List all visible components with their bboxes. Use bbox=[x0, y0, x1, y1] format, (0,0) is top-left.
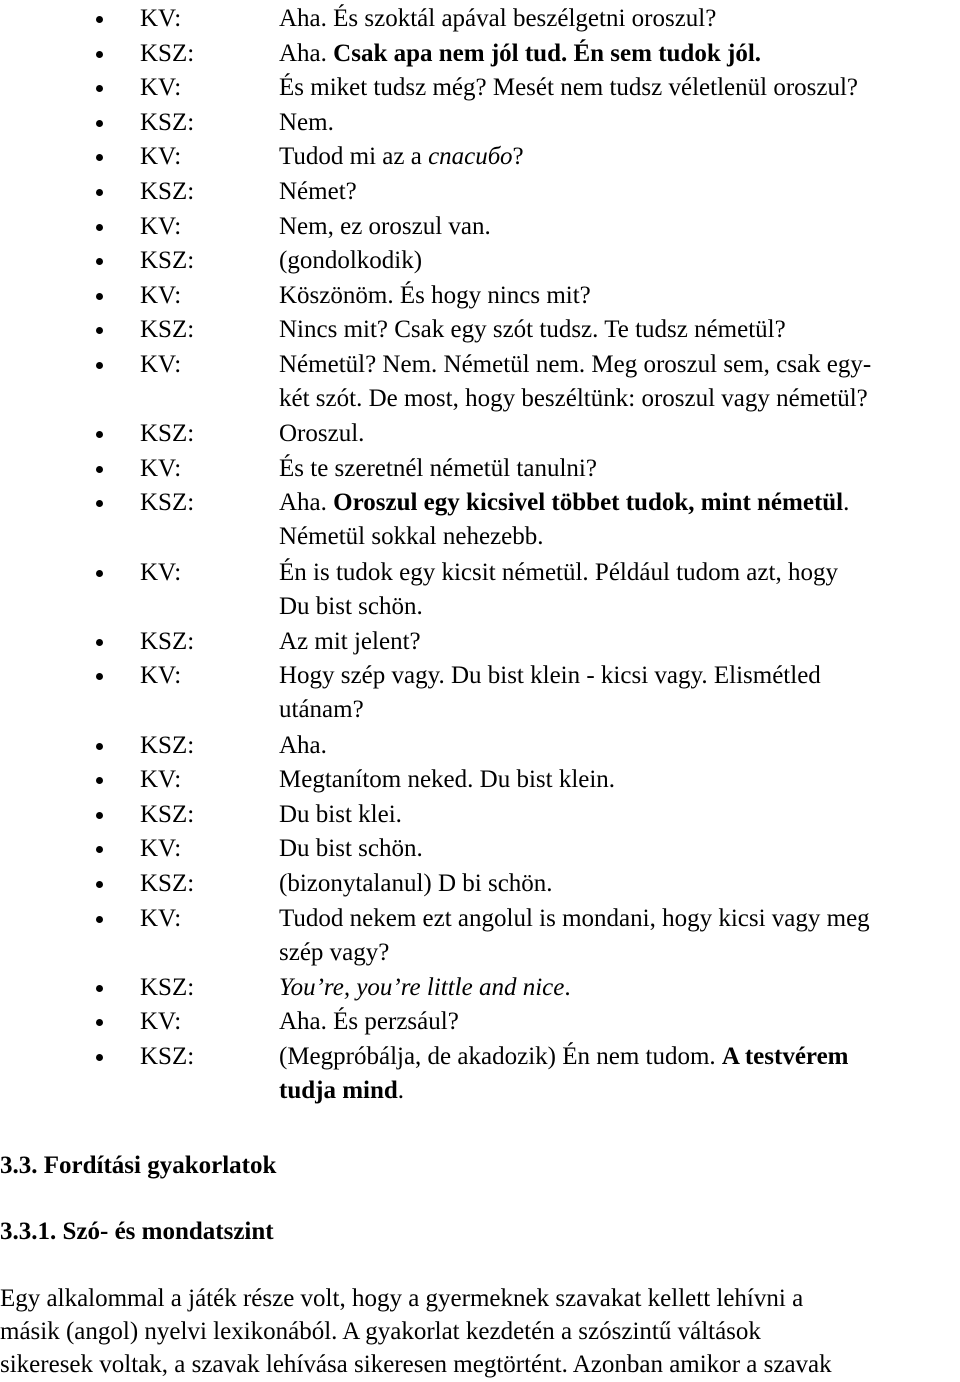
speaker-label: KSZ: bbox=[140, 800, 195, 828]
utterance bbox=[279, 37, 960, 71]
speaker-label: KV: bbox=[140, 904, 182, 932]
utterance-line bbox=[279, 210, 960, 244]
bullet-icon bbox=[96, 1054, 103, 1061]
utterance bbox=[279, 1005, 960, 1039]
utterance-line bbox=[279, 936, 960, 970]
text-run: És te szeretnél németül tanulni? bbox=[279, 454, 597, 482]
bullet-icon bbox=[96, 293, 103, 300]
speaker-label: KV: bbox=[140, 74, 182, 102]
text-run: Nem, ez oroszul van. bbox=[279, 212, 491, 240]
speaker-label: KV: bbox=[140, 662, 182, 690]
text-run: спасибо bbox=[428, 143, 513, 171]
speaker-label: KV: bbox=[140, 351, 182, 378]
utterance-line bbox=[279, 37, 960, 71]
speaker-label: KSZ: bbox=[140, 489, 195, 517]
utterance bbox=[279, 244, 960, 278]
text-run: . bbox=[564, 973, 571, 1001]
text-run: Du bist schön. bbox=[279, 835, 423, 863]
utterance-line bbox=[279, 763, 960, 797]
bullet-icon bbox=[96, 500, 103, 507]
utterance-line bbox=[279, 244, 960, 278]
bullet-icon bbox=[96, 1019, 103, 1026]
bullet-icon bbox=[96, 362, 103, 369]
text-run: Du bist klei. bbox=[279, 800, 402, 828]
utterance bbox=[279, 2, 960, 36]
utterance bbox=[279, 763, 960, 797]
text-run: Nincs mit? Csak egy szót tudsz. Te tudsz németül? bbox=[279, 316, 786, 344]
text-run: Tudod mi az a bbox=[279, 143, 429, 171]
utterance-line bbox=[279, 971, 960, 1005]
utterance bbox=[279, 832, 960, 866]
text-run: Köszönöm. És hogy nincs mit? bbox=[279, 281, 591, 309]
utterance bbox=[279, 971, 960, 1005]
text-run: két szót. De most, hogy beszéltünk: oroszul vagy németül? bbox=[279, 385, 868, 412]
bullet-icon bbox=[96, 985, 103, 992]
utterance-line bbox=[279, 417, 960, 451]
text-run: Aha. bbox=[279, 489, 334, 517]
text-run: Német? bbox=[279, 178, 357, 205]
utterance-line bbox=[279, 556, 960, 590]
utterance-line bbox=[279, 625, 960, 659]
utterance-line bbox=[279, 902, 960, 936]
bullet-icon bbox=[96, 258, 103, 265]
bullet-icon bbox=[96, 570, 103, 577]
speaker-label: KSZ: bbox=[140, 247, 195, 275]
section-heading: 3.3. Fordítási gyakorlatok bbox=[0, 1152, 277, 1179]
bullet-icon bbox=[96, 466, 103, 473]
text-run: Oroszul. bbox=[279, 420, 365, 448]
text-run: Aha. bbox=[279, 731, 327, 759]
speaker-label: KSZ: bbox=[140, 178, 195, 205]
utterance bbox=[279, 486, 960, 554]
bullet-icon bbox=[96, 673, 103, 680]
utterance-line bbox=[279, 382, 960, 416]
speaker-label: KV: bbox=[140, 558, 182, 586]
bullet-icon bbox=[96, 777, 103, 784]
text-run: Németül? Nem. Németül nem. Meg oroszul sem, csak egy- bbox=[279, 351, 872, 378]
paragraph-line: Egy alkalommal a játék része volt, hogy a gyermeknek szavakat kellett lehívni a bbox=[0, 1285, 804, 1312]
text-run: És miket tudsz még? Mesét nem tudsz véletlenül oroszul? bbox=[279, 74, 859, 102]
utterance-line bbox=[279, 590, 960, 624]
text-run: Németül sokkal nehezebb. bbox=[279, 523, 544, 551]
utterance-line bbox=[279, 2, 960, 36]
text-run: Nem. bbox=[279, 108, 334, 136]
text-run: (gondolkodik) bbox=[279, 247, 423, 275]
bullet-icon bbox=[96, 189, 103, 196]
paragraph-line: sikeresek voltak, a szavak lehívása sikeresen megtörtént. Azonban amikor a szavak bbox=[0, 1351, 832, 1378]
utterance bbox=[279, 106, 960, 140]
bullet-icon bbox=[96, 846, 103, 853]
text-run: Aha. És perzsául? bbox=[279, 1008, 459, 1036]
utterance-line bbox=[279, 452, 960, 486]
utterance bbox=[279, 175, 960, 209]
utterance-line bbox=[279, 279, 960, 313]
text-run: utánam? bbox=[279, 696, 364, 724]
bullet-icon bbox=[96, 812, 103, 819]
utterance-line bbox=[279, 1074, 960, 1108]
utterance bbox=[279, 348, 960, 416]
utterance-line bbox=[279, 106, 960, 140]
speaker-label: KSZ: bbox=[140, 973, 195, 1001]
utterance bbox=[279, 313, 960, 347]
utterance-line bbox=[279, 1005, 960, 1039]
text-run: Csak apa nem jól tud. Én sem tudok jól. bbox=[333, 39, 762, 67]
speaker-label: KV: bbox=[140, 5, 182, 32]
speaker-label: KSZ: bbox=[140, 1043, 195, 1070]
utterance bbox=[279, 867, 960, 901]
bullet-icon bbox=[96, 431, 103, 438]
utterance-line bbox=[279, 729, 960, 763]
bullet-icon bbox=[96, 916, 103, 923]
utterance-line bbox=[279, 71, 960, 105]
speaker-label: KV: bbox=[140, 454, 182, 482]
text-run: Az mit jelent? bbox=[279, 627, 421, 655]
bullet-icon bbox=[96, 120, 103, 127]
utterance bbox=[279, 279, 960, 313]
text-run: Aha. bbox=[279, 39, 334, 67]
utterance-line bbox=[279, 659, 960, 693]
utterance-line bbox=[279, 867, 960, 901]
speaker-label: KV: bbox=[140, 143, 182, 171]
text-run: You’re, you’re little and nice bbox=[279, 973, 565, 1001]
text-run: szép vagy? bbox=[279, 938, 390, 966]
utterance bbox=[279, 452, 960, 486]
bullet-icon bbox=[96, 51, 103, 58]
utterance-line bbox=[279, 1040, 960, 1074]
speaker-label: KSZ: bbox=[140, 316, 195, 344]
utterance-line bbox=[279, 798, 960, 832]
utterance-line bbox=[279, 832, 960, 866]
body-paragraph bbox=[0, 1282, 960, 1381]
speaker-label: KSZ: bbox=[140, 870, 195, 897]
utterance bbox=[279, 659, 960, 727]
utterance-line bbox=[279, 140, 960, 174]
speaker-label: KV: bbox=[140, 281, 182, 309]
bullet-icon bbox=[96, 224, 103, 231]
speaker-label: KSZ: bbox=[140, 731, 195, 759]
text-run: Du bist schön. bbox=[279, 592, 423, 620]
text-run: ? bbox=[512, 143, 524, 171]
speaker-label: KV: bbox=[140, 766, 182, 794]
text-run: A testvérem bbox=[721, 1043, 849, 1070]
utterance-line bbox=[279, 520, 960, 554]
bullet-icon bbox=[96, 639, 103, 646]
bullet-icon bbox=[96, 154, 103, 161]
speaker-label: KSZ: bbox=[140, 39, 195, 67]
utterance-line bbox=[279, 348, 960, 382]
text-run: Hogy szép vagy. Du bist klein - kicsi vagy. Elismétled bbox=[279, 662, 821, 690]
text-run: Én is tudok egy kicsit németül. Például tudom azt, hogy bbox=[279, 558, 838, 586]
speaker-label: KV: bbox=[140, 212, 182, 240]
speaker-label: KV: bbox=[140, 835, 182, 863]
utterance bbox=[279, 1040, 960, 1108]
text-run: Tudod nekem ezt angolul is mondani, hogy kicsi vagy meg bbox=[279, 904, 870, 932]
utterance bbox=[279, 210, 960, 244]
utterance bbox=[279, 729, 960, 763]
utterance bbox=[279, 140, 960, 174]
utterance bbox=[279, 798, 960, 832]
text-run: Megtanítom neked. Du bist klein. bbox=[279, 766, 616, 794]
speaker-label: KSZ: bbox=[140, 108, 195, 136]
text-run: Aha. És szoktál apával beszélgetni oroszul? bbox=[279, 5, 717, 32]
paragraph-line: másik (angol) nyelvi lexikonából. A gyakorlat kezdetén a szószintű váltások bbox=[0, 1318, 761, 1345]
speaker-label: KSZ: bbox=[140, 420, 195, 448]
utterance bbox=[279, 556, 960, 624]
utterance bbox=[279, 902, 960, 970]
utterance bbox=[279, 417, 960, 451]
bullet-icon bbox=[96, 743, 103, 750]
bullet-icon bbox=[96, 881, 103, 888]
speaker-label: KSZ: bbox=[140, 627, 195, 655]
utterance bbox=[279, 625, 960, 659]
bullet-icon bbox=[96, 327, 103, 334]
text-run: (bizonytalanul) D bi schön. bbox=[279, 870, 553, 897]
bullet-icon bbox=[96, 85, 103, 92]
speaker-label: KV: bbox=[140, 1008, 182, 1036]
text-run: Oroszul egy kicsivel többet tudok, mint németül bbox=[333, 489, 844, 517]
bullet-icon bbox=[96, 16, 103, 23]
utterance-line bbox=[279, 313, 960, 347]
utterance-line bbox=[279, 175, 960, 209]
utterance bbox=[279, 71, 960, 105]
text-run: tudja mind bbox=[279, 1077, 398, 1104]
subsection-heading: 3.3.1. Szó- és mondatszint bbox=[0, 1218, 274, 1245]
text-run: . bbox=[843, 489, 850, 517]
text-run: . bbox=[397, 1077, 405, 1104]
utterance-line bbox=[279, 486, 960, 520]
text-run: (Megpróbálja, de akadozik) Én nem tudom. bbox=[279, 1043, 722, 1070]
utterance-line bbox=[279, 693, 960, 727]
